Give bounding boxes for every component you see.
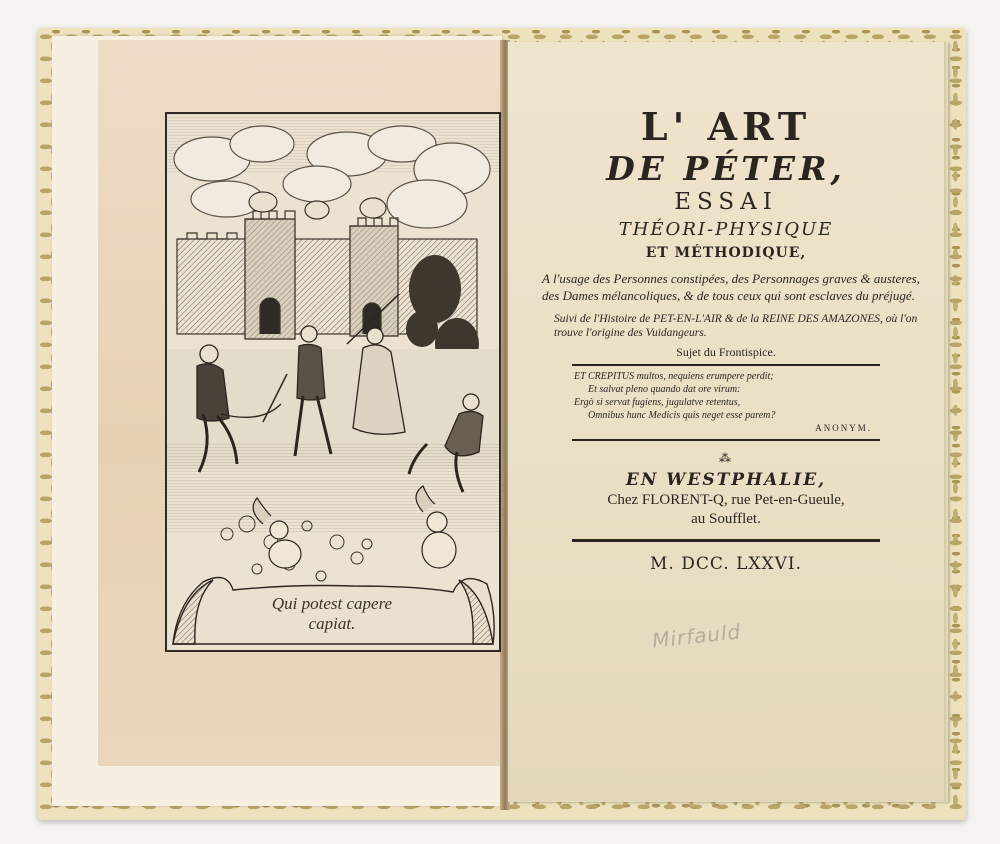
rule-bottom bbox=[572, 539, 880, 542]
imprint-year: M. DCC. LXXVI. bbox=[650, 554, 802, 574]
imprint-publisher-line-2: au Soufflet. bbox=[691, 511, 761, 527]
title-line-2: DE PÉTER, bbox=[606, 149, 846, 188]
caption-line-2: capiat. bbox=[308, 614, 356, 633]
engraving-illustration bbox=[167, 114, 499, 650]
caption-line-1: Qui potest capere bbox=[271, 594, 393, 613]
rule-top bbox=[572, 364, 880, 366]
title-line-4: THÉORI-PHYSIQUE bbox=[618, 219, 834, 240]
frontispiece-caption bbox=[232, 594, 432, 634]
epigraph-signature: ANONYM. bbox=[815, 423, 872, 433]
ornament-icon: ⁂ bbox=[719, 451, 733, 465]
imprint-publisher: Chez FLORENT-Q, rue Pet-en-Gueule, bbox=[607, 492, 845, 508]
suivi-paragraph: Suivi de l'Histoire de PET-EN-L'AIR & de la REINE DES AMAZONES, où l'on trouve l'origine des Vuidangeurs. bbox=[554, 313, 918, 339]
title-line-3: ESSAI bbox=[674, 189, 778, 215]
epigraph-line: Ergò si servat fugiens, jugulatve retentus, bbox=[574, 397, 741, 408]
sujet-line: Sujet du Frontispice. bbox=[676, 345, 776, 359]
title-line-5: ET MÉTHODIQUE, bbox=[645, 245, 807, 261]
epigraph-line: Omnibus hunc Medicis quis neget esse parem? bbox=[588, 410, 776, 421]
epigraph-line: ET CREPITUS multos, nequiens erumpere perdit; bbox=[574, 371, 774, 382]
pencil-inscription: Mirfauld bbox=[650, 619, 743, 653]
frontispiece-engraving bbox=[165, 112, 501, 652]
usage-paragraph: A l'usage des Personnes constipées, des Personnages graves & austeres, des Dames mélancoliques, & de tous ceux qui sont esclaves du préjugé. bbox=[542, 271, 920, 303]
epigraph bbox=[574, 370, 872, 435]
title-line-1: L' ART bbox=[640, 104, 812, 149]
title-block bbox=[520, 104, 932, 574]
epigraph-line: Et salvat pleno quando dat ore virum: bbox=[588, 384, 741, 395]
rule-middle bbox=[572, 439, 880, 441]
imprint-place: EN WESTPHALIE, bbox=[625, 470, 827, 490]
